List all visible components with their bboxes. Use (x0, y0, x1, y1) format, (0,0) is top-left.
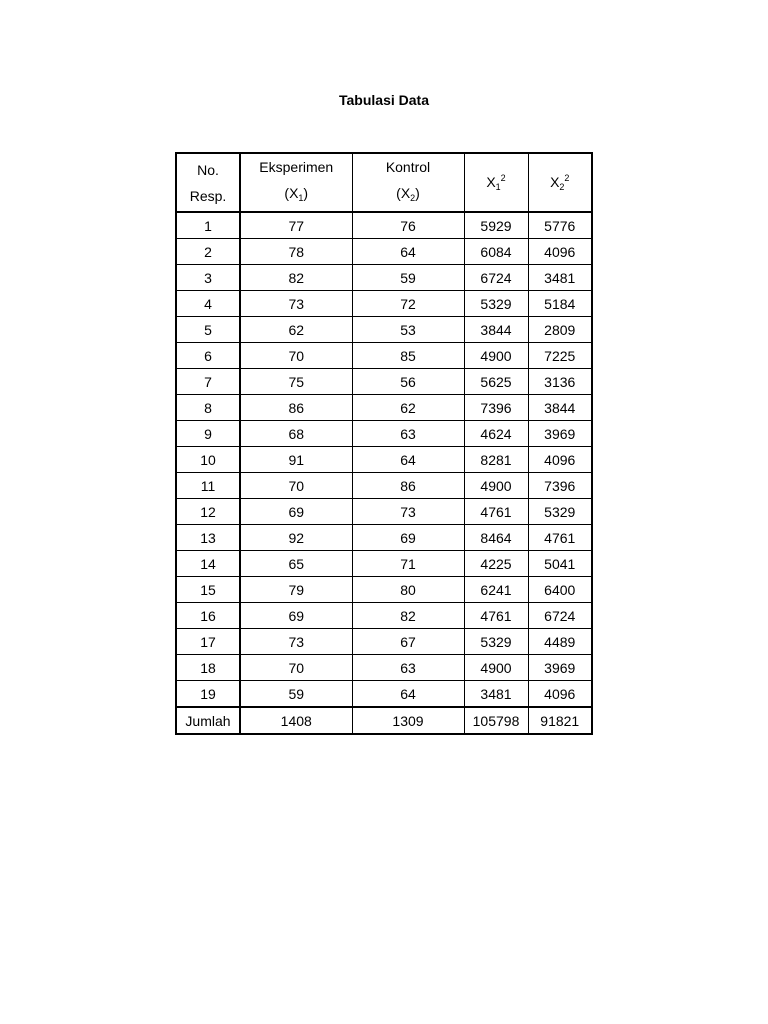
cell-x2-squared: 4096 (528, 681, 592, 708)
cell-no: 13 (176, 525, 240, 551)
cell-no: 15 (176, 577, 240, 603)
cell-x1: 68 (240, 421, 352, 447)
table-row (176, 421, 592, 447)
header-no-resp: No. Resp. (176, 153, 240, 212)
cell-no: 16 (176, 603, 240, 629)
cell-x2-squared: 3136 (528, 369, 592, 395)
cell-x1-squared: 4624 (464, 421, 528, 447)
cell-no: 10 (176, 447, 240, 473)
cell-x2: 69 (352, 525, 464, 551)
total-x2: 1309 (352, 707, 464, 734)
cell-x1: 78 (240, 239, 352, 265)
cell-x1: 92 (240, 525, 352, 551)
cell-x1: 79 (240, 577, 352, 603)
cell-no: 18 (176, 655, 240, 681)
cell-x2: 64 (352, 681, 464, 708)
table-row (176, 603, 592, 629)
table-row (176, 343, 592, 369)
table-row (176, 447, 592, 473)
cell-no: 2 (176, 239, 240, 265)
table-row (176, 265, 592, 291)
cell-x1: 70 (240, 655, 352, 681)
cell-x2: 63 (352, 421, 464, 447)
header-eksperimen: Eksperimen $(X_1)$ (240, 153, 352, 212)
cell-x2: 86 (352, 473, 464, 499)
cell-x1-squared: 4761 (464, 499, 528, 525)
cell-no: 4 (176, 291, 240, 317)
cell-x2-squared: 3481 (528, 265, 592, 291)
total-x2-squared: 91821 (528, 707, 592, 734)
header-row (176, 153, 592, 212)
cell-x2-squared: 3844 (528, 395, 592, 421)
cell-x2: 85 (352, 343, 464, 369)
cell-x1-squared: 8281 (464, 447, 528, 473)
cell-x1: 75 (240, 369, 352, 395)
cell-x1-squared: 4761 (464, 603, 528, 629)
cell-x2: 59 (352, 265, 464, 291)
cell-no: 8 (176, 395, 240, 421)
table-row (176, 525, 592, 551)
cell-x1-squared: 4900 (464, 655, 528, 681)
cell-no: 5 (176, 317, 240, 343)
cell-no: 1 (176, 212, 240, 239)
table-row (176, 291, 592, 317)
cell-x1-squared: 5625 (464, 369, 528, 395)
table-row (176, 369, 592, 395)
cell-x1-squared: 7396 (464, 395, 528, 421)
cell-x1-squared: 5329 (464, 291, 528, 317)
cell-x1: 65 (240, 551, 352, 577)
cell-x1: 91 (240, 447, 352, 473)
cell-x2: 76 (352, 212, 464, 239)
table-row (176, 655, 592, 681)
cell-x2-squared: 7396 (528, 473, 592, 499)
cell-no: 9 (176, 421, 240, 447)
cell-x2-squared: 4489 (528, 629, 592, 655)
cell-x1: 73 (240, 629, 352, 655)
cell-x1-squared: 5929 (464, 212, 528, 239)
total-row (176, 707, 592, 734)
cell-x2: 63 (352, 655, 464, 681)
cell-x1: 86 (240, 395, 352, 421)
cell-x2-squared: 6724 (528, 603, 592, 629)
cell-x2-squared: 6400 (528, 577, 592, 603)
cell-x2: 72 (352, 291, 464, 317)
cell-no: 3 (176, 265, 240, 291)
cell-x2: 67 (352, 629, 464, 655)
cell-x1-squared: 3844 (464, 317, 528, 343)
cell-x1: 82 (240, 265, 352, 291)
cell-x1: 77 (240, 212, 352, 239)
cell-x2-squared: 2809 (528, 317, 592, 343)
cell-no: 6 (176, 343, 240, 369)
page-title: Tabulasi Data (339, 92, 429, 108)
cell-x1-squared: 5329 (464, 629, 528, 655)
cell-x1-squared: 6084 (464, 239, 528, 265)
cell-x2: 64 (352, 447, 464, 473)
cell-x2-squared: 4096 (528, 239, 592, 265)
table-row (176, 239, 592, 265)
header-kontrol: Kontrol $(X_2)$ (352, 153, 464, 212)
cell-no: 14 (176, 551, 240, 577)
cell-x2-squared: 5184 (528, 291, 592, 317)
cell-x2: 73 (352, 499, 464, 525)
cell-no: 7 (176, 369, 240, 395)
cell-x2-squared: 5041 (528, 551, 592, 577)
total-x1: 1408 (240, 707, 352, 734)
cell-no: 12 (176, 499, 240, 525)
cell-x1-squared: 3481 (464, 681, 528, 708)
cell-x2-squared: 4096 (528, 447, 592, 473)
cell-x2-squared: 5329 (528, 499, 592, 525)
header-x2-squared: $X_2^2$ (528, 153, 592, 212)
cell-x2-squared: 7225 (528, 343, 592, 369)
total-label: Jumlah (176, 707, 240, 734)
table-row (176, 473, 592, 499)
table-row (176, 317, 592, 343)
cell-no: 11 (176, 473, 240, 499)
cell-x1-squared: 4900 (464, 343, 528, 369)
cell-x1-squared: 6241 (464, 577, 528, 603)
cell-x2: 62 (352, 395, 464, 421)
cell-x1: 70 (240, 473, 352, 499)
cell-x1-squared: 6724 (464, 265, 528, 291)
table-body (176, 212, 592, 707)
cell-x1-squared: 4225 (464, 551, 528, 577)
table-row (176, 629, 592, 655)
cell-x1: 62 (240, 317, 352, 343)
cell-x2-squared: 4761 (528, 525, 592, 551)
cell-x2: 80 (352, 577, 464, 603)
cell-x1: 73 (240, 291, 352, 317)
total-x1-squared: 105798 (464, 707, 528, 734)
table-row (176, 681, 592, 708)
cell-x1: 69 (240, 499, 352, 525)
cell-x2-squared: 3969 (528, 421, 592, 447)
header-x1-squared: $X_1^2$ (464, 153, 528, 212)
cell-x2: 56 (352, 369, 464, 395)
cell-x1: 59 (240, 681, 352, 708)
table-row (176, 212, 592, 239)
cell-no: 19 (176, 681, 240, 708)
cell-x2-squared: 5776 (528, 212, 592, 239)
table-row (176, 395, 592, 421)
cell-x2: 53 (352, 317, 464, 343)
cell-x1: 69 (240, 603, 352, 629)
cell-x1: 70 (240, 343, 352, 369)
data-table (175, 152, 593, 735)
cell-x1-squared: 4900 (464, 473, 528, 499)
cell-x1-squared: 8464 (464, 525, 528, 551)
cell-no: 17 (176, 629, 240, 655)
cell-x2: 82 (352, 603, 464, 629)
cell-x2: 64 (352, 239, 464, 265)
table-row (176, 551, 592, 577)
cell-x2-squared: 3969 (528, 655, 592, 681)
table-row (176, 577, 592, 603)
table-row (176, 499, 592, 525)
cell-x2: 71 (352, 551, 464, 577)
